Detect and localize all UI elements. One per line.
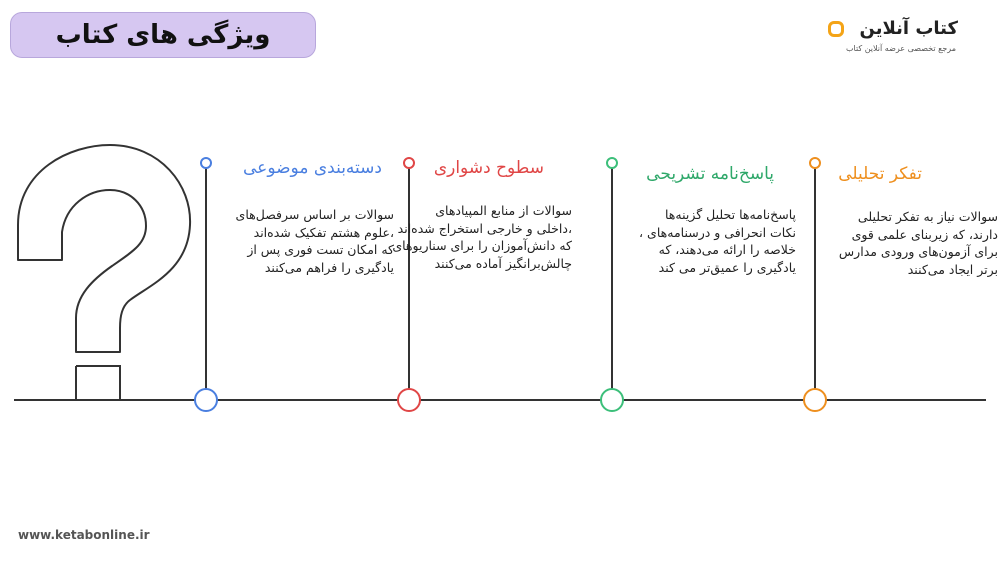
feature-description xyxy=(392,202,572,272)
description-line: برای آزمون‌های ورودی مدارس xyxy=(838,244,998,259)
marker-top xyxy=(404,158,414,168)
description-line: سوالات نیاز به تفکر تحلیلی xyxy=(857,209,998,224)
marker-node xyxy=(804,389,826,411)
feature-description xyxy=(236,206,394,276)
feature-heading: دسته‌بندی موضوعی xyxy=(243,158,382,178)
description-line: برتر ایجاد می‌کنند xyxy=(907,261,998,277)
logo-name: کتاب آنلاین xyxy=(859,18,958,39)
description-line: پاسخ‌نامه‌ها تحلیل گزینه‌ها xyxy=(665,207,796,222)
feature-heading: پاسخ‌نامه تشریحی xyxy=(646,164,774,184)
marker-top xyxy=(810,158,820,168)
feature-description xyxy=(639,206,796,276)
marker-node xyxy=(195,389,217,411)
page-title: ویژگی های کتاب xyxy=(10,12,316,58)
feature-heading: تفکر تحلیلی xyxy=(838,164,922,184)
description-line: که دانش‌آموزان را برای سناریوهای xyxy=(392,238,572,253)
marker-node xyxy=(601,389,623,411)
description-line: خلاصه را ارائه می‌دهند، که xyxy=(658,242,796,257)
description-line: ،علوم هشتم تفکیک شده‌اند xyxy=(253,224,394,240)
logo-tagline: مرجع تخصصی عرضه آنلاین کتاب xyxy=(845,44,956,53)
description-line: که امکان تست فوری پس از xyxy=(247,242,394,257)
feature-description xyxy=(839,208,998,278)
description-line: یادگیری را فراهم می‌کنند xyxy=(264,259,394,275)
description-line: سوالات از منابع المپیادهای xyxy=(435,203,572,218)
footer-url: www.ketabonline.ir xyxy=(18,528,150,542)
description-line: سوالات بر اساس سرفصل‌های xyxy=(235,207,394,222)
marker-top xyxy=(201,158,211,168)
feature-heading: سطوح دشواری xyxy=(433,158,544,178)
description-line: دارند، که زیربنای علمی قوی xyxy=(851,226,998,242)
description-line: نکات انحرافی و درسنامه‌های ، xyxy=(639,224,796,240)
marker-top xyxy=(607,158,617,168)
marker-node xyxy=(398,389,420,411)
description-line: یادگیری را عمیق‌تر می کند xyxy=(658,259,796,275)
description-line: ،داخلی و خارجی استخراج شده‌اند xyxy=(397,220,572,236)
description-line: چالش‌برانگیز آماده می‌کنند xyxy=(434,255,572,271)
